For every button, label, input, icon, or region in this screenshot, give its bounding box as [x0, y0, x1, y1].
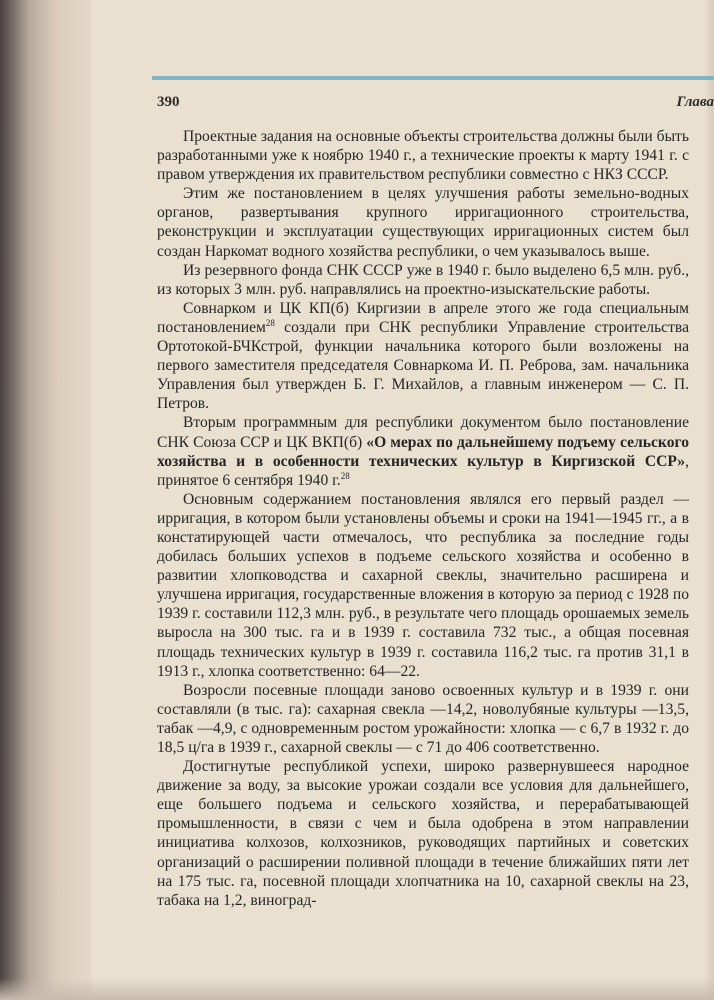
paragraph: Из резервного фонда СНК СССР уже в 1940 г. было выделено 6,5 млн. руб., из которых 3 млн. руб. направлялись на проектно-изыскательские работы. [157, 261, 689, 298]
footnote-ref: 28 [265, 317, 275, 328]
header-rule [152, 76, 714, 80]
page-header [157, 94, 714, 116]
page-bottom-shadow [0, 978, 714, 1000]
book-binding-shadow [0, 0, 92, 1000]
paragraph: Основным содержанием постановления являлся его первый раздел — ирригация, в котором были установлены объемы и сроки на 1941—1945 гг., а в констатирующей части отмечалось, что республика за последние годы добилась больших успехов в подъеме сельского хозяйства и особенно в развитии хлопководства и сахарной свеклы, значительно расширена и улучшена ирригация, государственные вложения в которую за период с 1928 по 1939 г. составили 112,3 млн. руб., в результате чего площадь орошаемых земель выросла на 300 тыс. га и в 1939 г. составила 732 тыс., а общая посевная площадь технических культур в 1939 г. составила 116,2 тыс. га против 31,1 в 1913 г., хлопка соответственно: 64—22. [157, 490, 689, 680]
paragraph-text: , принятое 6 сентября 1940 г. [157, 452, 689, 489]
paragraph [157, 413, 689, 489]
footnote-ref: 28 [340, 470, 350, 481]
paragraph: Этим же постановлением в целях улучшения работы земельно-водных органов, развертывания крупного ирригационного строительства, реконструкции и эксплуатации существующих ирригационных систем был создан Наркомат водного хозяйства республики, о чем указывалось выше. [157, 185, 689, 260]
page-edge [704, 0, 714, 1000]
running-head: Глава [676, 94, 714, 110]
paragraph: Проектные задания на основные объекты строительства должны были быть разработанными уже к ноябрю 1940 г., а технические проекты к марту 1941 г. с правом утверждения их правительством республики совместно с НКЗ СССР. [157, 128, 689, 184]
paragraph-text: Совнарком и ЦК КП(б) Киргизии в апреле этого же года специальным постановлением [157, 299, 689, 336]
document-title: «О мерах по дальнейшему подъему сельского хозяйства и в особенности технических культур в Киргизской ССР» [157, 433, 689, 470]
paragraph: Достигнутые республикой успехи, широко развернувшееся народное движение за воду, за высокие урожаи создали все условия для дальнейшего, еще большего подъема и сельского хозяйства, и перерабатывающей промышленности, в связи с чем и была одобрена в этом направлении инициатива колхозов, колхозников, руководящих партийных и советских организаций о расширении поливной площади в течение ближайших пяти лет на 175 тыс. га, посевной площади хлопчатника на 10, сахарной свеклы на 23, табака на 1,2, виноград- [157, 758, 689, 909]
paragraph-text: создали при СНК республики Управление строительства Ортотокой-БЧКстрой, функции начальника которого были возложены на первого заместителя председателя Совнаркома И. П. Реброва, зам. начальника Управления был утвержден Б. Г. Михайлов, а главным инженером — С. П. Петров. [157, 318, 689, 413]
page-number: 390 [157, 94, 180, 110]
paragraph [157, 299, 689, 414]
body-text [157, 127, 689, 910]
paragraph: Возросли посевные площади заново освоенных культур и в 1939 г. они составляли (в тыс. га): сахарная свекла —14,2, новолубяные культуры —13,5, табак —4,9, с одновременным ростом урожайности: хлопка — с 6,7 в 1932 г. до 18,5 ц/га в 1939 г., сахарной свеклы — с 71 до 406 соответственно. [157, 681, 689, 756]
paragraph-text: Вторым программным для республики документом было постановление СНК Союза ССР и ЦК ВКП(б) [157, 414, 689, 451]
